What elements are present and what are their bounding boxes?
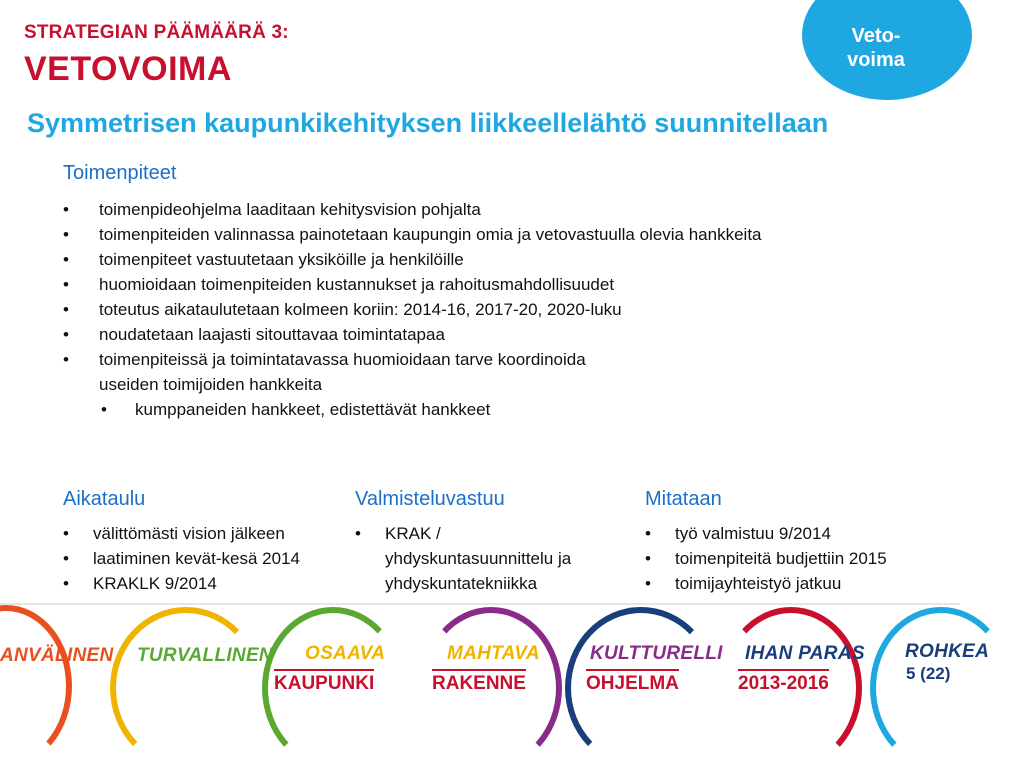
- page-title: VETOVOIMA: [24, 50, 232, 88]
- brand-mahtava: MAHTAVA: [447, 643, 540, 664]
- blue-arc-icon: [870, 607, 1012, 769]
- page-subtitle: Symmetrisen kaupunkikehityksen liikkeellelähtö suunnitellaan: [27, 108, 829, 138]
- tag-rakenne: RAKENNE: [432, 669, 526, 695]
- list-item: • toimijayhteistyö jatkuu: [645, 571, 945, 596]
- list-item-continuation: useiden toimijoiden hankkeita: [99, 375, 323, 394]
- yellow-arc-icon: [110, 607, 262, 769]
- list-item: • huomioidaan toimenpiteiden kustannukset ja rahoitusmahdollisuudet: [63, 272, 923, 297]
- brand-turvallinen: TURVALLINEN: [137, 645, 273, 666]
- vetovoima-badge-label: [836, 24, 916, 72]
- list-item: • välittömästi vision jälkeen: [63, 521, 343, 546]
- brand-anvalinen: ANVÄLINEN: [0, 645, 114, 666]
- list-item: • toteutus aikataulutetaan kolmeen koriin: 2014-16, 2017-20, 2020-luku: [63, 297, 923, 322]
- page-number: 5 (22): [906, 664, 951, 683]
- mitataan-heading: Mitataan: [645, 488, 722, 510]
- valmisteluvastuu-list: [355, 521, 635, 596]
- list-item: • työ valmistuu 9/2014: [645, 521, 945, 546]
- tag-kaupunki: KAUPUNKI: [274, 669, 374, 695]
- brand-osaava: OSAAVA: [305, 643, 386, 664]
- badge-line-1: Veto-: [851, 25, 901, 47]
- list-item: • KRAK /: [355, 521, 635, 546]
- brand-kultturelli: KULTTURELLI: [590, 643, 723, 664]
- list-item: • toimenpiteet vastuutetaan yksiköille ja henkilöille: [63, 247, 923, 272]
- valmisteluvastuu-heading: Valmisteluvastuu: [355, 488, 505, 510]
- badge-line-2: voima: [847, 49, 905, 71]
- list-item: • toimenpiteissä ja toimintatavassa huomioidaan tarve koordinoida: [63, 347, 923, 372]
- tag-ohjelma: OHJELMA: [586, 669, 679, 695]
- aikataulu-list: [63, 521, 343, 596]
- list-item: • KRAKLK 9/2014: [63, 571, 343, 596]
- list-item: • toimenpiteiden valinnassa painotetaan kaupungin omia ja vetovastuulla olevia hankkeita: [63, 222, 923, 247]
- list-item: • laatiminen kevät-kesä 2014: [63, 546, 343, 571]
- list-item-continuation: yhdyskuntatekniikka: [385, 574, 538, 593]
- aikataulu-heading: Aikataulu: [63, 488, 146, 510]
- brand-ihan-paras: IHAN PARAS: [745, 643, 865, 664]
- page-kicker: STRATEGIAN PÄÄMÄÄRÄ 3:: [24, 22, 289, 43]
- tag-years: 2013-2016: [738, 669, 829, 695]
- brand-rohkea: ROHKEA: [905, 641, 990, 662]
- list-item-continuation: yhdyskuntasuunnittelu ja: [385, 549, 572, 568]
- toimenpiteet-heading: Toimenpiteet: [63, 162, 177, 184]
- list-subitem: • kumppaneiden hankkeet, edistettävät hankkeet: [63, 397, 923, 422]
- list-item: • noudatetaan laajasti sitouttavaa toimintatapaa: [63, 322, 923, 347]
- list-item: • toimenpideohjelma laaditaan kehitysvision pohjalta: [63, 197, 923, 222]
- orange-arc-icon: [0, 605, 72, 767]
- mitataan-list: [645, 521, 945, 596]
- list-item: • toimenpiteitä budjettiin 2015: [645, 546, 945, 571]
- toimenpiteet-list: [63, 197, 923, 422]
